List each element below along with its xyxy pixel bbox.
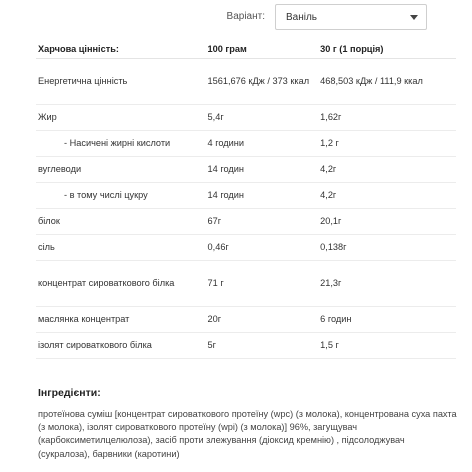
- table-row: [36, 235, 456, 261]
- header-nutrition: Харчова цінність:: [36, 40, 208, 59]
- row-per-serving: 21,3г: [320, 261, 456, 307]
- row-name: - в тому числі цукру: [36, 183, 208, 209]
- row-name: - Насичені жирні кислоти: [36, 131, 208, 157]
- row-name: концентрат сироваткового білка: [36, 261, 208, 307]
- row-name: Жир: [36, 105, 208, 131]
- variant-row: [0, 2, 472, 32]
- row-name: вуглеводи: [36, 157, 208, 183]
- row-name: сіль: [36, 235, 208, 261]
- row-per-serving: 20,1г: [320, 209, 456, 235]
- row-per-100g: 20г: [208, 307, 321, 333]
- row-per-100g: 5,4г: [208, 105, 321, 131]
- nutrition-header-row: [36, 40, 456, 59]
- row-per-serving: 468,503 кДж / 111,9 ккал: [320, 59, 456, 105]
- row-per-100g: 14 годин: [208, 157, 321, 183]
- row-name: білок: [36, 209, 208, 235]
- row-per-serving: 1,2 г: [320, 131, 456, 157]
- row-per-100g: 4 години: [208, 131, 321, 157]
- variant-select[interactable]: [275, 4, 427, 30]
- row-per-serving: 0,138г: [320, 235, 456, 261]
- row-per-serving: 4,2г: [320, 157, 456, 183]
- row-per-serving: 1,5 г: [320, 333, 456, 359]
- row-per-serving: 4,2г: [320, 183, 456, 209]
- table-row: [36, 183, 456, 209]
- header-per-serving: 30 г (1 порція): [320, 40, 456, 59]
- table-row: [36, 59, 456, 105]
- row-per-100g: 1561,676 кДж / 373 ккал: [208, 59, 321, 105]
- table-row: [36, 261, 456, 307]
- row-per-serving: 1,62г: [320, 105, 456, 131]
- variant-label: Варіант:: [226, 11, 265, 22]
- table-row: [36, 157, 456, 183]
- row-per-100g: 14 годин: [208, 183, 321, 209]
- table-row: [36, 131, 456, 157]
- ingredients-title: Інгредієнти:: [38, 387, 101, 399]
- table-row: [36, 209, 456, 235]
- chevron-down-icon: [410, 15, 418, 20]
- row-name: Енергетична цінність: [36, 59, 208, 105]
- row-per-100g: 67г: [208, 209, 321, 235]
- table-row: [36, 307, 456, 333]
- ingredients-text: протеїнова суміш [концентрат сироваткового протеїну (wpc) (з молока), концентрована суха пахта (з молока), ізолят сироваткового протеїну (wpi) (з молока)] 96%, загущувач (карбоксиметилцелюлоза), засіб проти злежування (діоксид кремнію) , підсолоджувач (сукралоза), барвники (каротини): [38, 409, 457, 459]
- header-per-100g: 100 грам: [208, 40, 321, 59]
- row-per-100g: 5г: [208, 333, 321, 359]
- row-name: маслянка концентрат: [36, 307, 208, 333]
- row-per-serving: 6 годин: [320, 307, 456, 333]
- table-row: [36, 105, 456, 131]
- row-per-100g: 0,46г: [208, 235, 321, 261]
- row-name: ізолят сироваткового білка: [36, 333, 208, 359]
- row-per-100g: 71 г: [208, 261, 321, 307]
- table-row: [36, 333, 456, 359]
- variant-selected-value: Ваніль: [286, 12, 318, 23]
- nutrition-table: [36, 40, 456, 359]
